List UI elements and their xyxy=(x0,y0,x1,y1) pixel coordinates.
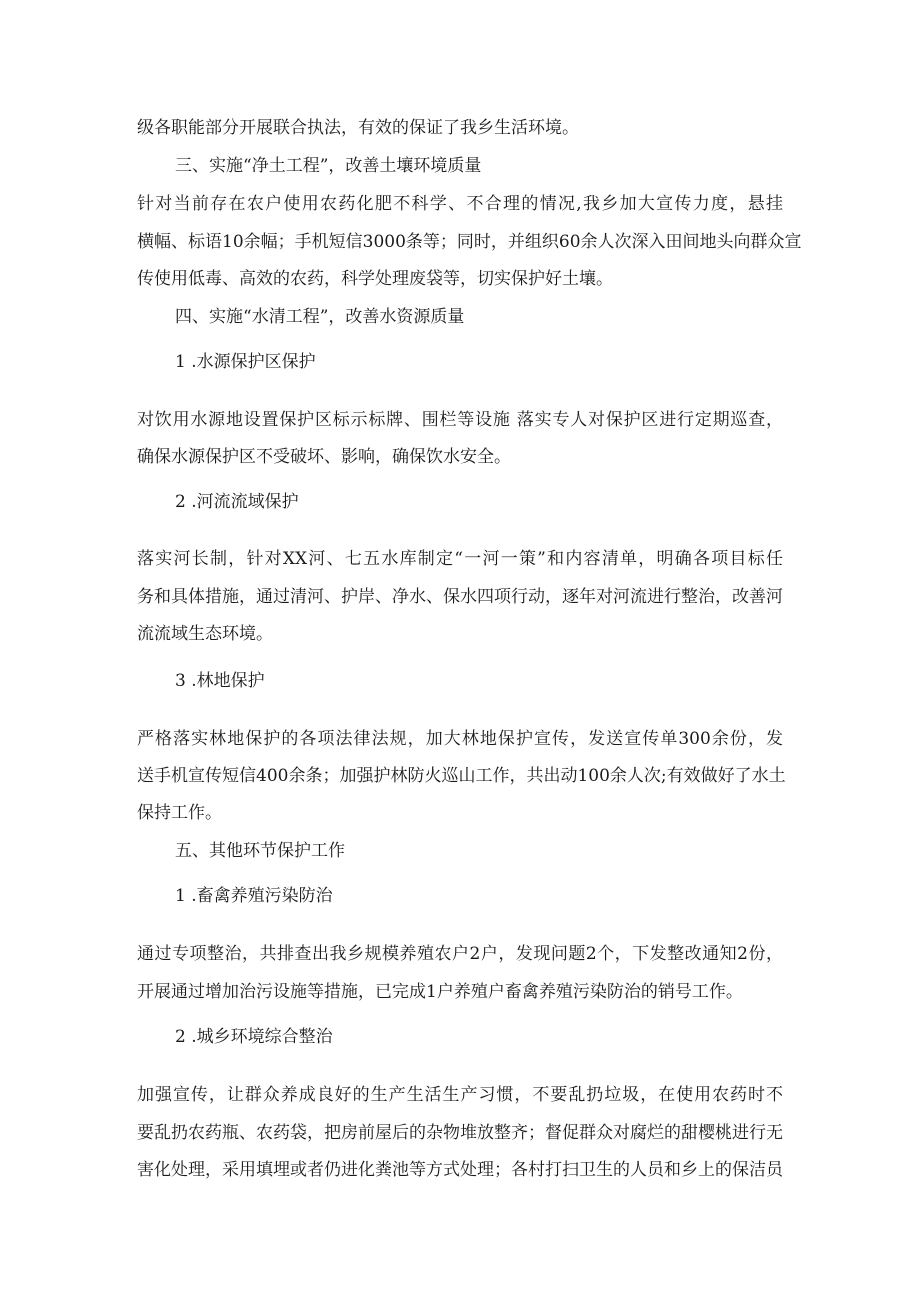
paragraph-line: 保持工作。 xyxy=(137,803,222,823)
paragraph-line: 流流域生态环境。 xyxy=(137,624,273,644)
paragraph-line: 级各职能部分开展联合执法，有效的保证了我乡生活环境。 xyxy=(137,118,579,138)
paragraph-line: 通过专项整治，共排查出我乡规模养殖农户2户，发现问题2个，下发整改通知2份， xyxy=(137,944,783,964)
paragraph-line: 针对当前存在农户使用农药化肥不科学、不合理的情况,我乡加大宣传力度，悬挂 xyxy=(137,194,783,214)
section-heading-3: 三、实施“净土工程”，改善土壤环境质量 xyxy=(175,156,482,176)
paragraph-line: 传使用低毒、高效的农药，科学处理废袋等，切实保护好土壤。 xyxy=(137,269,613,289)
paragraph-line: 务和具体措施，通过清河、护岸、净水、保水四项行动，逐年对河流进行整治，改善河 xyxy=(137,587,783,607)
subheading-urban-rural: 2 .城乡环境综合整治 xyxy=(175,1027,333,1047)
paragraph-line: 害化处理，采用填埋或者仍进化粪池等方式处理；各村打扫卫生的人员和乡上的保洁员 xyxy=(137,1160,783,1180)
section-heading-5: 五、其他环节保护工作 xyxy=(175,841,345,861)
subheading-livestock: 1 .畜禽养殖污染防治 xyxy=(175,886,333,906)
subheading-water-source: 1 .水源保护区保护 xyxy=(175,352,316,372)
paragraph-line: 要乱扔农药瓶、农药袋，把房前屋后的杂物堆放整齐；督促群众对腐烂的甜樱桃进行无 xyxy=(137,1123,783,1143)
paragraph-line: 送手机宣传短信400余条；加强护林防火巡山工作，共出动100余人次;有效做好了水土 xyxy=(137,766,786,786)
section-heading-4: 四、实施“水清工程”，改善水资源质量 xyxy=(175,307,465,327)
paragraph-line: 确保水源保护区不受破坏、影响，确保饮水安全。 xyxy=(137,447,511,467)
paragraph-line: 加强宣传，让群众养成良好的生产生活生产习惯，不要乱扔垃圾，在使用农药时不 xyxy=(137,1085,783,1105)
paragraph-line: 开展通过增加治污设施等措施，已完成1户养殖户畜禽养殖污染防治的销号工作。 xyxy=(137,982,743,1002)
paragraph-line: 横幅、标语10余幅；手机短信3000条等；同时，并组织60余人次深入田间地头向群众宣 xyxy=(137,232,802,252)
paragraph-line: 严格落实林地保护的各项法律法规，加大林地保护宣传，发送宣传单300余份，发 xyxy=(137,729,783,749)
paragraph-line: 落实河长制，针对XX河、七五水库制定“一河一策”和内容清单，明确各项目标任 xyxy=(137,549,783,569)
paragraph-line: 对饮用水源地设置保护区标示标牌、围栏等设施 落实专人对保护区进行定期巡查， xyxy=(137,410,783,430)
subheading-river-basin: 2 .河流流域保护 xyxy=(175,492,299,512)
subheading-forest: 3 .林地保护 xyxy=(175,671,265,691)
